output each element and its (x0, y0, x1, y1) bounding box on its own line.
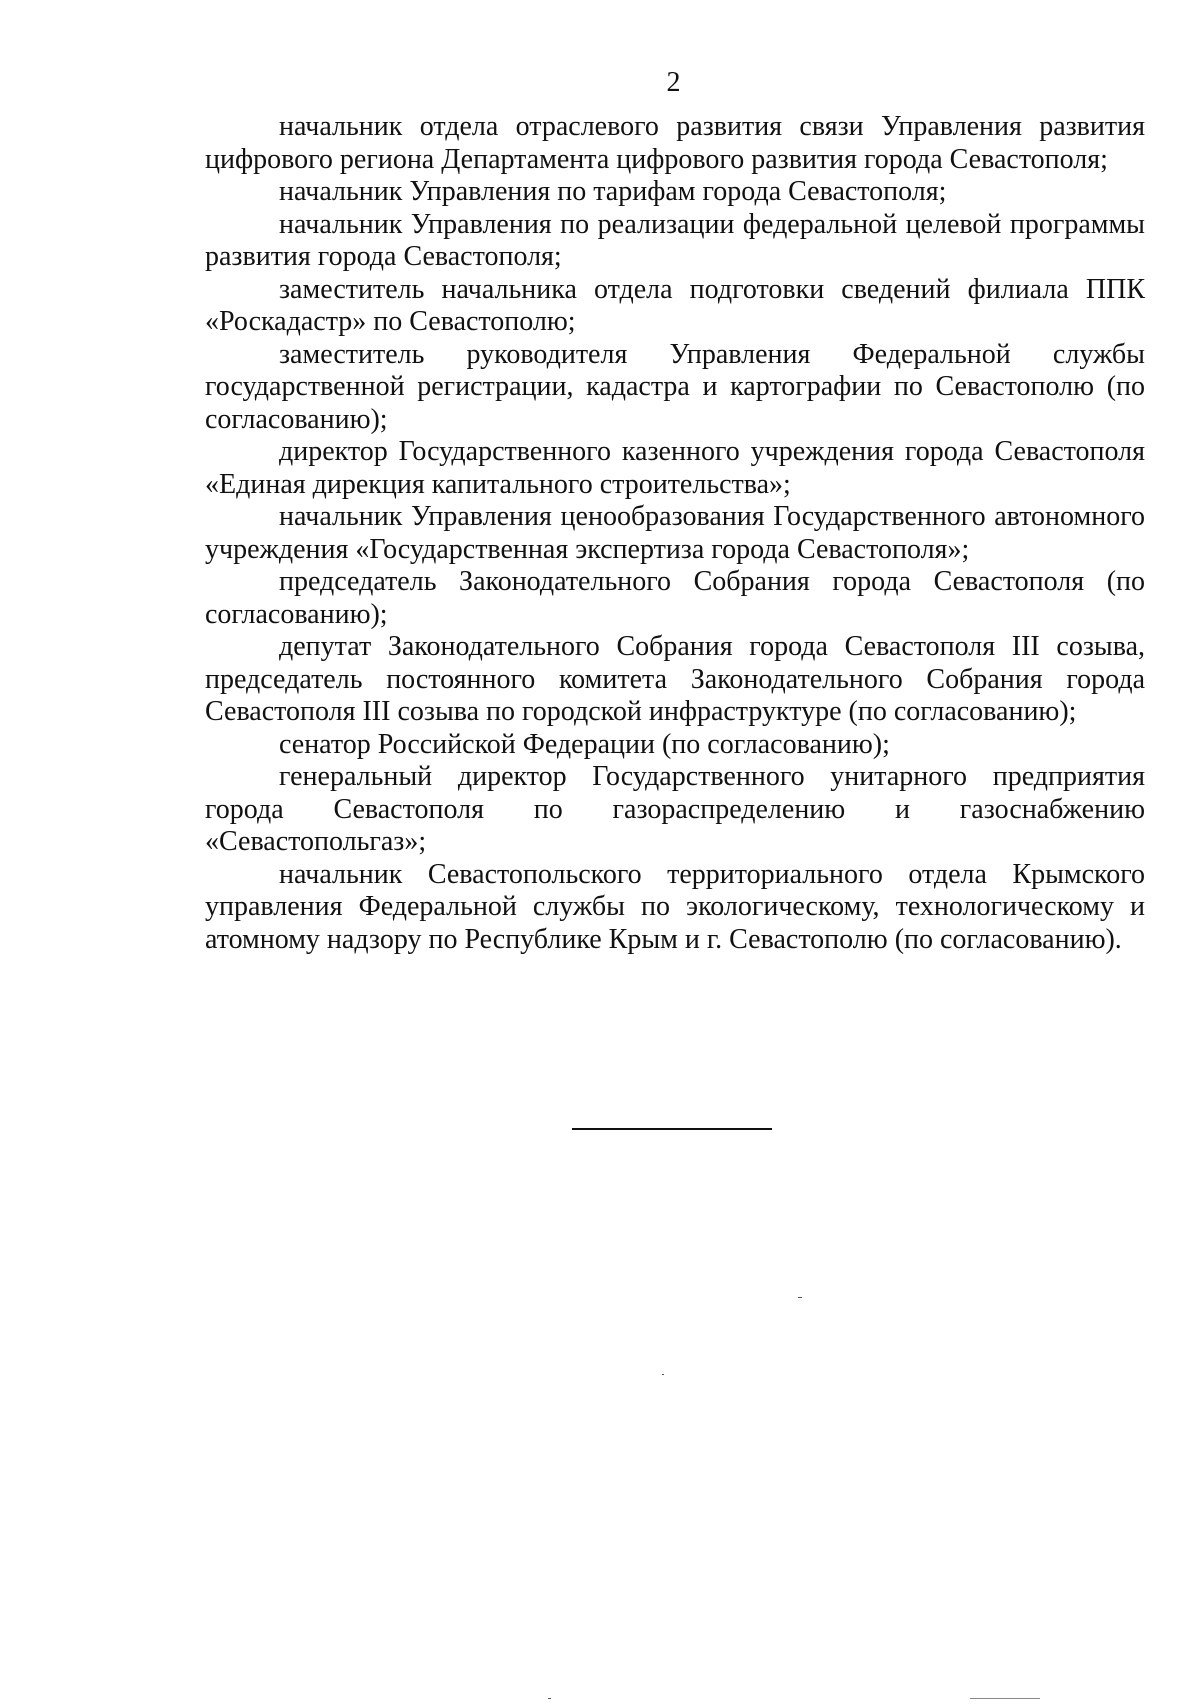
list-item: начальник Управления ценообразования Государственного автономного учреждения «Государственная экспертиза города Севастополя»; (205, 501, 1145, 565)
list-item: начальник отдела отраслевого развития связи Управления развития цифрового региона Департамента цифрового развития города Севастополя; (205, 111, 1145, 175)
list-item: директор Государственного казенного учреждения города Севастополя «Единая дирекция капитального строительства»; (205, 436, 1145, 500)
list-item: сенатор Российской Федерации (по согласованию); (279, 728, 890, 760)
scan-speck (548, 1698, 551, 1699)
scan-speck (662, 1374, 664, 1375)
member-list (205, 111, 1145, 956)
list-item: депутат Законодательного Собрания города Севастополя III созыва, председатель постоянного комитета Законодательного Собрания города Севастополя III созыва по городской инфраструктуре (по согласованию); (205, 631, 1145, 727)
list-item: председатель Законодательного Собрания города Севастополя (по согласованию); (205, 566, 1145, 630)
scan-speck (970, 1698, 1040, 1699)
end-of-list-rule (572, 1128, 772, 1130)
list-item: начальник Управления по тарифам города Севастополя; (279, 176, 947, 207)
list-item: начальник Управления по реализации федеральной целевой программы развития города Севастополя; (205, 208, 1145, 272)
list-item: заместитель начальника отдела подготовки сведений филиала ППК «Роскадастр» по Севастополю; (205, 273, 1145, 337)
list-item: начальник Севастопольского территориального отдела Крымского управления Федеральной службы по экологическому, технологическому и атомному надзору по Республике Крым и г. Севастополю (по согласованию). (205, 858, 1145, 955)
scan-speck (798, 1297, 802, 1298)
list-item: заместитель руководителя Управления Федеральной службы государственной регистрации, кадастра и картографии по Севастополю (по согласованию); (205, 338, 1145, 435)
list-item: генеральный директор Государственного унитарного предприятия города Севастополя по газораспределению и газоснабжению «Севастопольгаз»; (205, 761, 1145, 857)
page-number: 2 (666, 67, 681, 98)
